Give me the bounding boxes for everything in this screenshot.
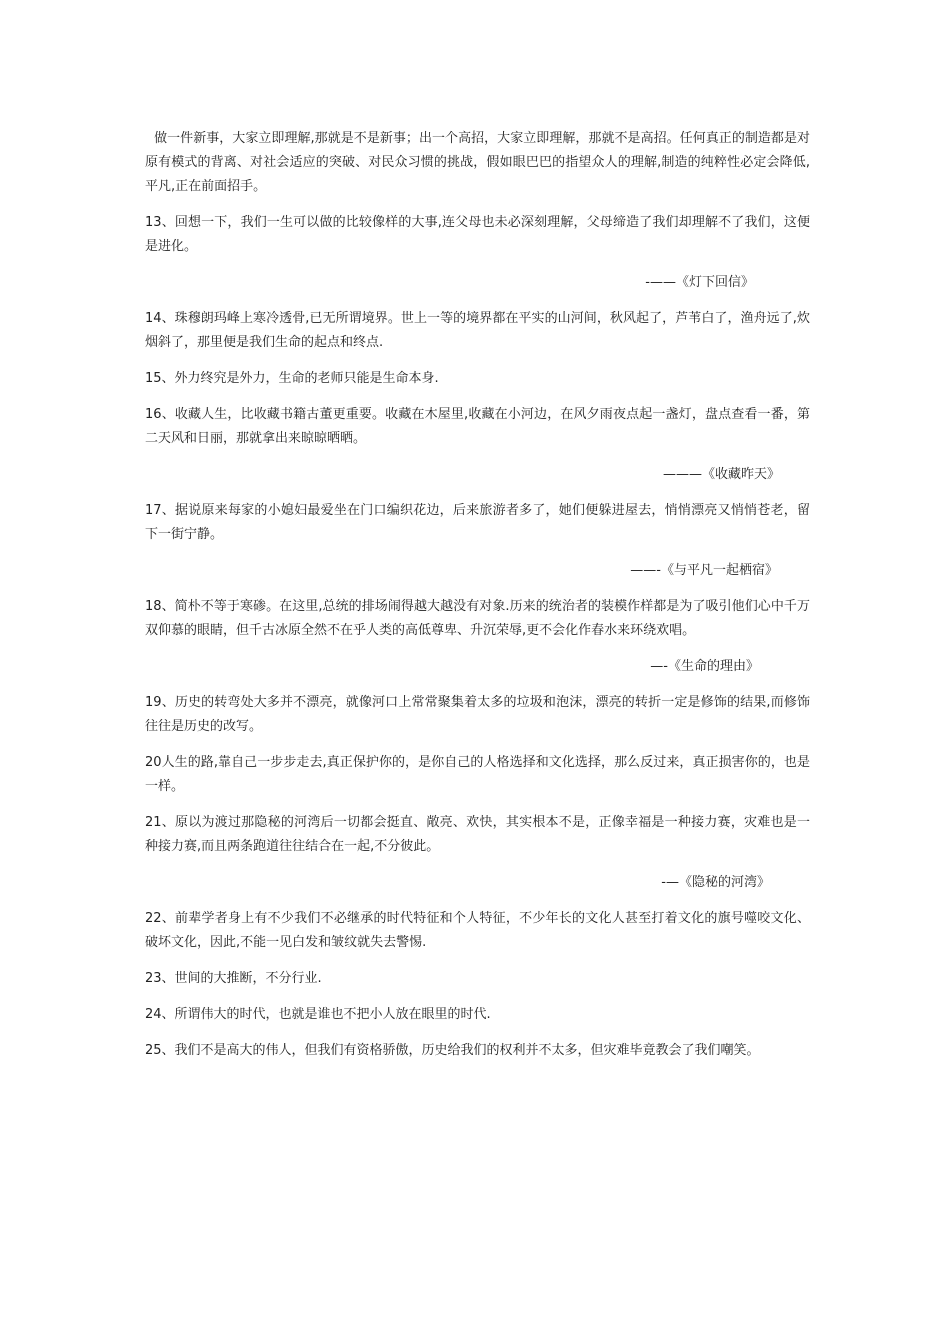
quote-source: ———《收藏昨天》	[662, 467, 780, 482]
quote-source: -—《隐秘的河湾》	[661, 875, 770, 890]
quote-paragraph: 17、据说原来每家的小媳妇最爱坐在门口编织花边，后来旅游者多了，她们便躲进屋去，悄悄漂亮又悄悄苍老，留下一街宁静。	[145, 503, 810, 542]
quote-source: —-《生命的理由》	[650, 659, 759, 674]
quote-paragraph: 19、历史的转弯处大多并不漂亮，就像河口上常常聚集着太多的垃圾和泡沫，漂亮的转折一定是修饰的结果,而修饰往往是历史的改写。	[145, 695, 810, 734]
document-body	[145, 127, 810, 1075]
quote-paragraph: 22、前辈学者身上有不少我们不必继承的时代特征和个人特征，不少年长的文化人甚至打着文化的旗号噬咬文化、破坏文化，因此,不能一见白发和皱纹就失去警惕.	[145, 911, 810, 950]
quote-paragraph: 16、收藏人生，比收藏书籍古董更重要。收藏在木屋里,收藏在小河边，在风夕雨夜点起一盏灯，盘点查看一番，第二天风和日丽，那就拿出来晾晾晒晒。	[145, 407, 810, 446]
quote-paragraph: 20人生的路,靠自己一步步走去,真正保护你的，是你自己的人格选择和文化选择，那么反过来，真正损害你的，也是一样。	[145, 755, 810, 794]
quote-source: ——-《与平凡一起栖宿》	[630, 563, 778, 578]
quote-paragraph: 23、世间的大推断，不分行业.	[145, 971, 322, 986]
quote-paragraph: 21、原以为渡过那隐秘的河湾后一切都会挺直、敞亮、欢快，其实根本不是，正像幸福是一种接力赛，灾难也是一种接力赛,而且两条跑道往往结合在一起,不分彼此。	[145, 815, 810, 854]
quote-paragraph: 做一件新事，大家立即理解,那就是不是新事；出一个高招，大家立即理解，那就不是高招。任何真正的制造都是对原有模式的背离、对社会适应的突破、对民众习惯的挑战，假如眼巴巴的指望众人的理解,制造的纯粹性必定会降低,平凡,正在前面招手。	[145, 131, 810, 194]
quote-paragraph: 25、我们不是高大的伟人，但我们有资格骄傲，历史给我们的权利并不太多，但灾难毕竟教会了我们嘲笑。	[145, 1043, 760, 1058]
quote-source: -——《灯下回信》	[645, 275, 754, 290]
quote-paragraph: 13、回想一下，我们一生可以做的比较像样的大事,连父母也未必深刻理解，父母缔造了我们却理解不了我们，这便是进化。	[145, 215, 810, 254]
quote-paragraph: 24、所谓伟大的时代，也就是谁也不把小人放在眼里的时代.	[145, 1007, 491, 1022]
quote-paragraph: 15、外力终究是外力，生命的老师只能是生命本身.	[145, 371, 439, 386]
quote-paragraph: 14、珠穆朗玛峰上寒冷透骨,已无所谓境界。世上一等的境界都在平实的山河间，秋风起了，芦苇白了，渔舟远了,炊烟斜了，那里便是我们生命的起点和终点.	[145, 311, 810, 350]
quote-paragraph: 18、简朴不等于寒碜。在这里,总统的排场闹得越大越没有对象.历来的统治者的装模作样都是为了吸引他们心中千万双仰慕的眼睛，但千古冰原全然不在乎人类的高低尊卑、升沉荣辱,更不会化作春水来环绕欢唱。	[145, 599, 810, 638]
